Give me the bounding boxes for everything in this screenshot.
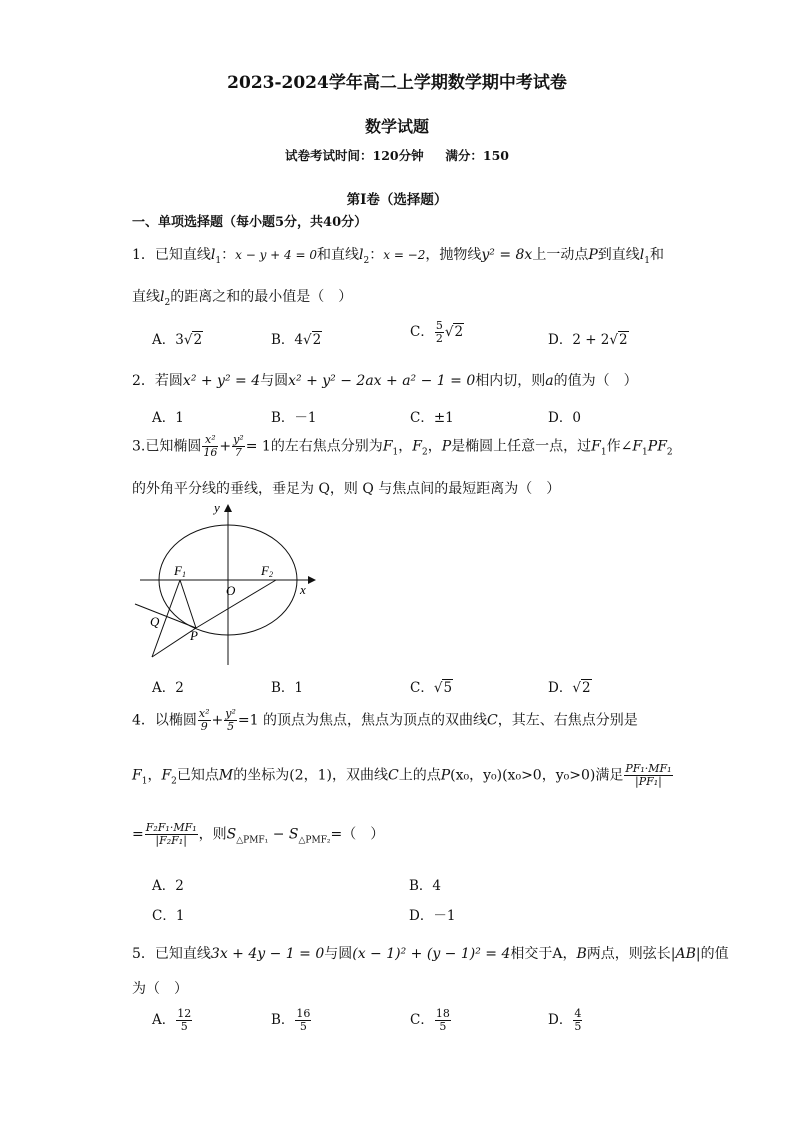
fig-f2-label: F2 [261, 563, 273, 579]
q1-option-d[interactable]: D．2 + 2√2 [548, 332, 628, 348]
ellipse-figure [130, 500, 320, 670]
full-score: 满分：150 [445, 148, 509, 163]
question-2: 2．若圆x² + y² = 4与圆x² + y² − 2ax + a² − 1 = 0相内切，则a的值为（ ） [132, 373, 638, 389]
question-5-line1: 5．已知直线3x + 4y − 1 = 0与圆(x − 1)² + (y − 1)² = 4相交于A，B两点，则弦长|AB|的值 [132, 946, 729, 962]
fig-f1-label: F1 [174, 563, 186, 579]
question-4-line1: 4．以椭圆 $\frac{\text{x²}}{9}$ + $\frac{\text{y²}}{5}$ =1 的顶点为焦点，焦点为顶点的双曲线C，其左、右焦点分别是 [132, 707, 638, 733]
q4-option-c[interactable]: C．1 [152, 908, 185, 924]
question-4-line2: $F_1$，$F_2$已知点M的坐标为(2，1)，双曲线C上的点P(x₀，y₀)(x₀>0，y₀>0)满足 $\frac{\text{PF₁·MF₁}}{\text{|PF₁|}}$ [132, 762, 672, 788]
q4-option-a[interactable]: A．2 [152, 878, 184, 894]
q2-option-b[interactable]: B．－1 [271, 410, 317, 426]
q3-option-d[interactable]: D．√2 [548, 680, 591, 696]
exam-info [0, 146, 794, 164]
part-title: 一、单项选择题（每小题5分，共40分） [132, 215, 368, 230]
q1-option-a[interactable]: A．3√2 [152, 332, 203, 348]
exam-title: 2023-2024学年高二上学期数学期中考试卷 [227, 73, 567, 93]
q3-option-b[interactable]: B．1 [271, 680, 304, 696]
fig-y-label: y [214, 500, 220, 515]
q2-option-d[interactable]: D．0 [548, 410, 581, 426]
q5-option-c[interactable]: C． $\frac{18}{5}$ [410, 1007, 450, 1033]
q3-option-c[interactable]: C．√5 [410, 680, 453, 696]
subject-title: 数学试题 [364, 117, 429, 136]
fig-o-label: O [226, 583, 236, 598]
q5-option-d[interactable]: D． $\frac{4}{5}$ [548, 1007, 582, 1033]
question-3-line1: 3.已知椭圆 $\frac{\text{x²}}{16}$ + $\frac{\text{y²}}{7}$ = 1的左右焦点分别为$F_1$，$F_2$，P是椭圆上任意一点，过$F_1$作$\angle F_1PF_2$ [132, 433, 673, 459]
question-3-line2: 的外角平分线的垂线，垂足为 Q，则 Q 与焦点间的最短距离为（ ） [132, 481, 561, 497]
volume-title: 第Ⅰ卷（选择题） [346, 192, 448, 208]
question-5-line2: 为（ ） [132, 981, 188, 997]
q4-option-b[interactable]: B．4 [409, 878, 442, 894]
q1-option-b[interactable]: B．4√2 [271, 332, 322, 348]
exam-time: 试卷考试时间：120分钟 [285, 148, 424, 163]
fig-q-label: Q [150, 614, 160, 629]
q5-option-a[interactable]: A． $\frac{12}{5}$ [152, 1007, 192, 1033]
fig-p-label: P [190, 628, 198, 643]
q3-option-a[interactable]: A．2 [152, 680, 184, 696]
q2-option-c[interactable]: C．±1 [410, 410, 454, 426]
q4-option-d[interactable]: D．－1 [409, 908, 456, 924]
question-4-line3: = $\frac{\text{F₂F₁·MF₁}}{\text{|F₂F₁|}}$ ，则$S_{\triangle PMF_1} - S_{\triangle PMF_2}=$（ ） [132, 821, 385, 847]
question-1-line1: 1．已知直线$l_1$：x − y + 4 = 0和直线$l_2$：x = −2，抛物线y² = 8x上一动点P到直线$l_1$和 [132, 247, 664, 266]
fig-x-label: x [300, 582, 306, 597]
q1-option-c[interactable]: C． $\frac{5}{2}$ √2 [410, 319, 464, 345]
q2-option-a[interactable]: A．1 [152, 410, 184, 426]
q5-option-b[interactable]: B． $\frac{16}{5}$ [271, 1007, 311, 1033]
question-1-line2: 直线$l_2$的距离之和的最小值是（ ） [132, 289, 353, 308]
